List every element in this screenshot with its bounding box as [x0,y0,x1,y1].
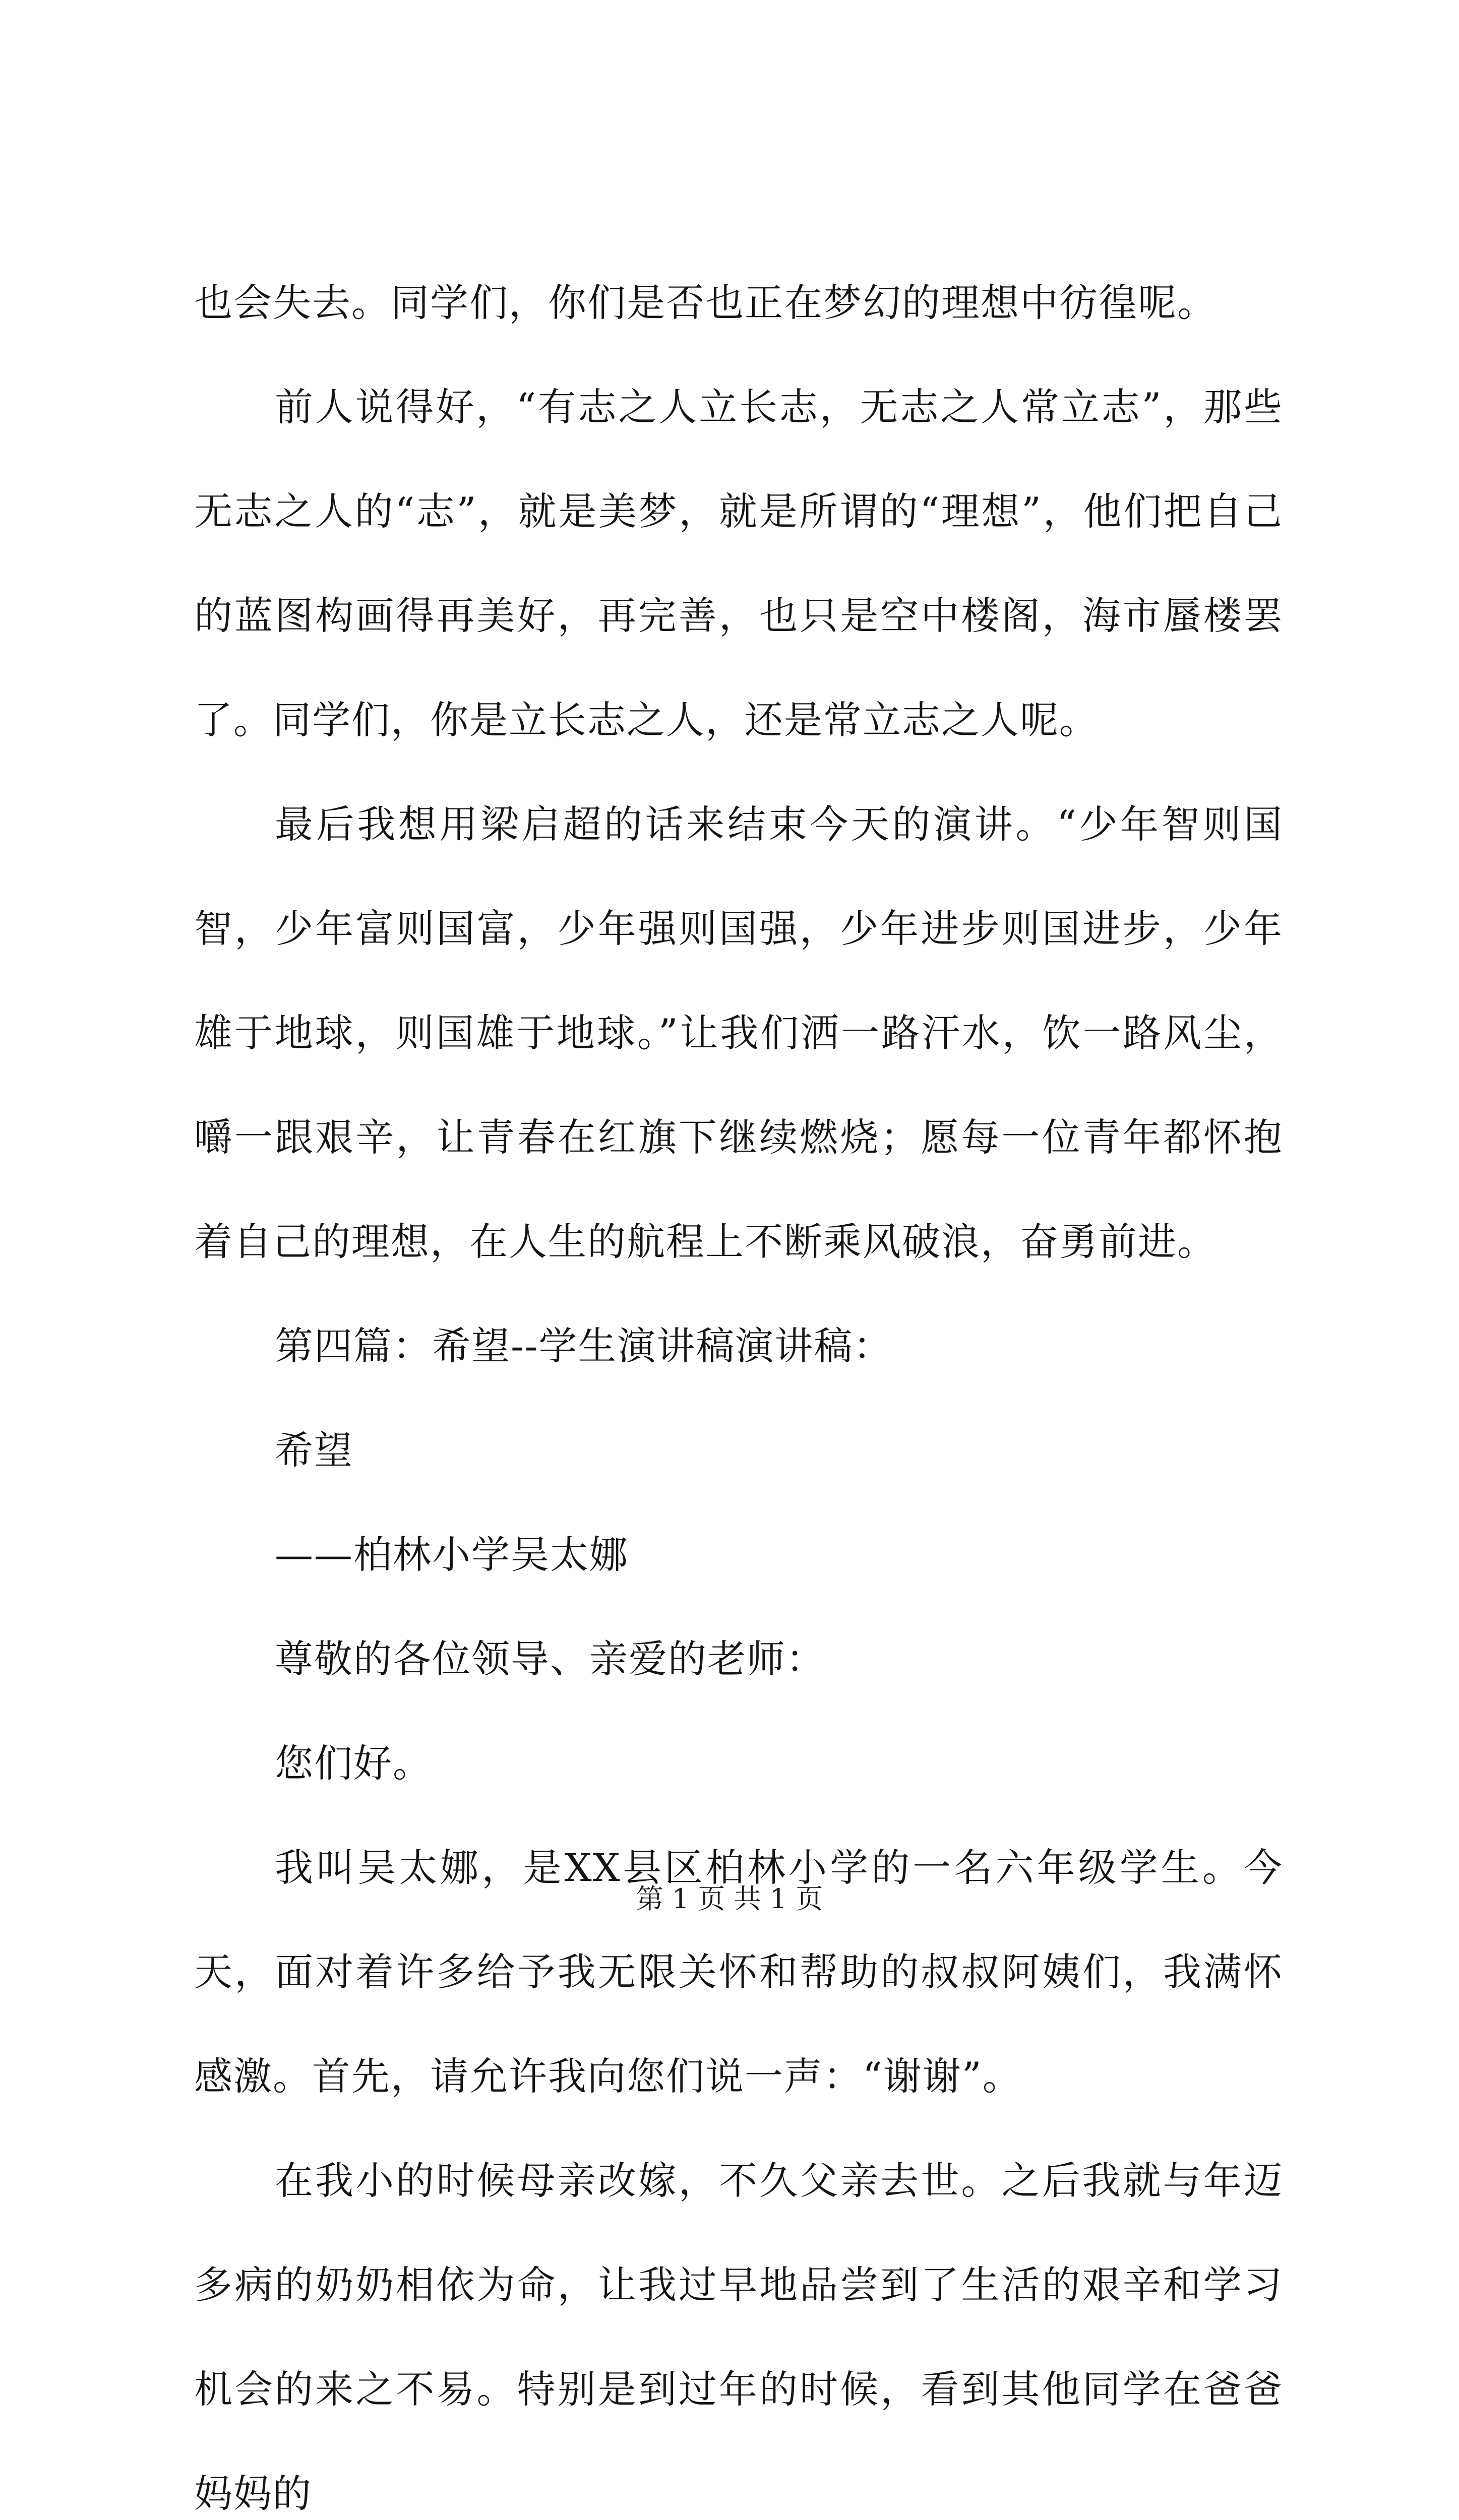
speech-title: 希望 [275,1428,353,1473]
paragraph-3: 最后我想用梁启超的话来结束今天的演讲。“少年智则国智，少年富则国富，少年强则国强，少年进步则国进步，少年雄于地球，则国雄于地球。”让我们洒一路汗水，饮一路风尘，嚼一跟艰辛，让青春在红旗下继续燃烧；愿每一位青年都怀抱着自己的理想，在人生的航程上不断乘风破浪，奋勇前进。 [194,802,1283,1264]
section-heading: 第四篇：希望--学生演讲稿演讲稿： [275,1324,893,1368]
paragraph-1: 也会失去。同学们，你们是否也正在梦幻的理想中彷徨呢。 [194,280,1217,325]
paragraph-background: 在我小的时候母亲改嫁，不久父亲去世。之后我就与年迈多病的奶奶相依为命，让我过早地品尝到了生活的艰辛和学习机会的来之不易。特别是到过年的时候，看到其他同学在爸爸妈妈的 [194,2158,1283,2516]
salutation: 尊敬的各位领导、亲爱的老师： [275,1636,825,1681]
paragraph-2: 前人说得好，“有志之人立长志，无志之人常立志”，那些无志之人的“志”，就是美梦，就是所谓的“理想”，他们把自己的蓝图构画得再美好，再完善，也只是空中楼阁，海市蜃楼罢了。同学们，你是立长志之人，还是常立志之人呢。 [194,385,1283,742]
document-body [194,250,1283,2520]
page-footer: 第 1 页 共 1 页 [636,1883,823,1915]
speech-author: ——柏林小学吴太娜 [275,1532,629,1577]
greeting: 您们好。 [275,1741,432,1786]
paragraph-introduction: 我叫吴太娜，是XX县区柏林小学的一名六年级学生。今天，面对着许多给予我无限关怀和帮助的叔叔阿姨们，我满怀感激。首先，请允许我向您们说一声：“谢谢”。 [194,1845,1283,2099]
